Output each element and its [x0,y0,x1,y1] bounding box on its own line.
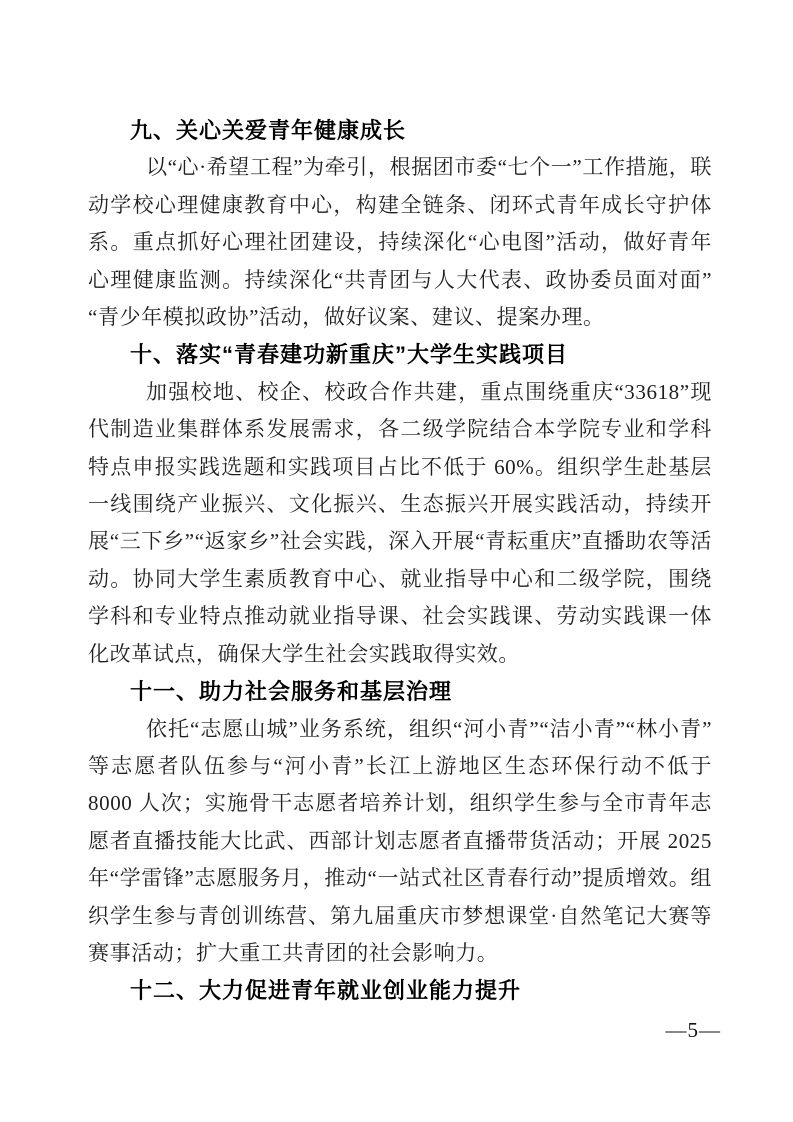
section-nine [88,112,712,336]
section-nine-heading: 九、关心关爱青年健康成长 [130,118,407,143]
section-ten [88,336,712,673]
section-twelve-heading: 十二、大力促进青年就业创业能力提升 [130,978,522,1004]
section-ten-paragraph: 加强校地、校企、校政合作共建，重点围绕重庆“33618”现代制造业集群体系发展需求，各二级学院结合本学院专业和学科特点申报实践选题和实践项目占比不低于 60%。组织学生赴基层一线围绕产业振兴、文化振兴、生态振兴开展实践活动，持续开展“三下乡”“返家乡”社会实践，深入开展“青耘重庆”直播助农等活动。协同大学生素质教育中心、就业指导中心和二级学院，围绕学科和专业特点推动就业指导课、社会实践课、劳动实践课一体化改革试点，确保大学生社会实践取得实效。 [88,379,712,666]
section-ten-heading: 十、落实“青春建功新重庆”大学生实践项目 [130,342,569,368]
page-number: —5— [665,1018,721,1042]
section-eleven-paragraph: 依托“志愿山城”业务系统，组织“河小青”“洁小青”“林小青”等志愿者队伍参与“河小青”长江上游地区生态环保行动不低于 8000 人次；实施骨干志愿者培养计划，组织学生参与全市青年志愿者直播技能大比武、西部计划志愿者直播带货活动；开展 2025 年“学雷锋”志愿服务月，推动“一站式社区青春行动”提质增效。组织学生参与青创训练营、第九届重庆市梦想课堂·自然笔记大赛等赛事活动；扩大重工共青团的社会影响力。 [88,716,712,965]
section-eleven [88,673,712,972]
section-eleven-heading: 十一、助力社会服务和基层治理 [130,679,453,705]
section-twelve [88,972,712,1009]
document-content [88,112,712,1010]
section-nine-paragraph: 以“心·希望工程”为牵引，根据团市委“七个一”工作措施，联动学校心理健康教育中心，构建全链条、闭环式青年成长守护体系。重点抓好心理社团建设，持续深化“心电图”活动，做好青年心理健康监测。持续深化“共青团与人大代表、政协委员面对面”“青少年模拟政协”活动，做好议案、建议、提案办理。 [88,155,712,330]
